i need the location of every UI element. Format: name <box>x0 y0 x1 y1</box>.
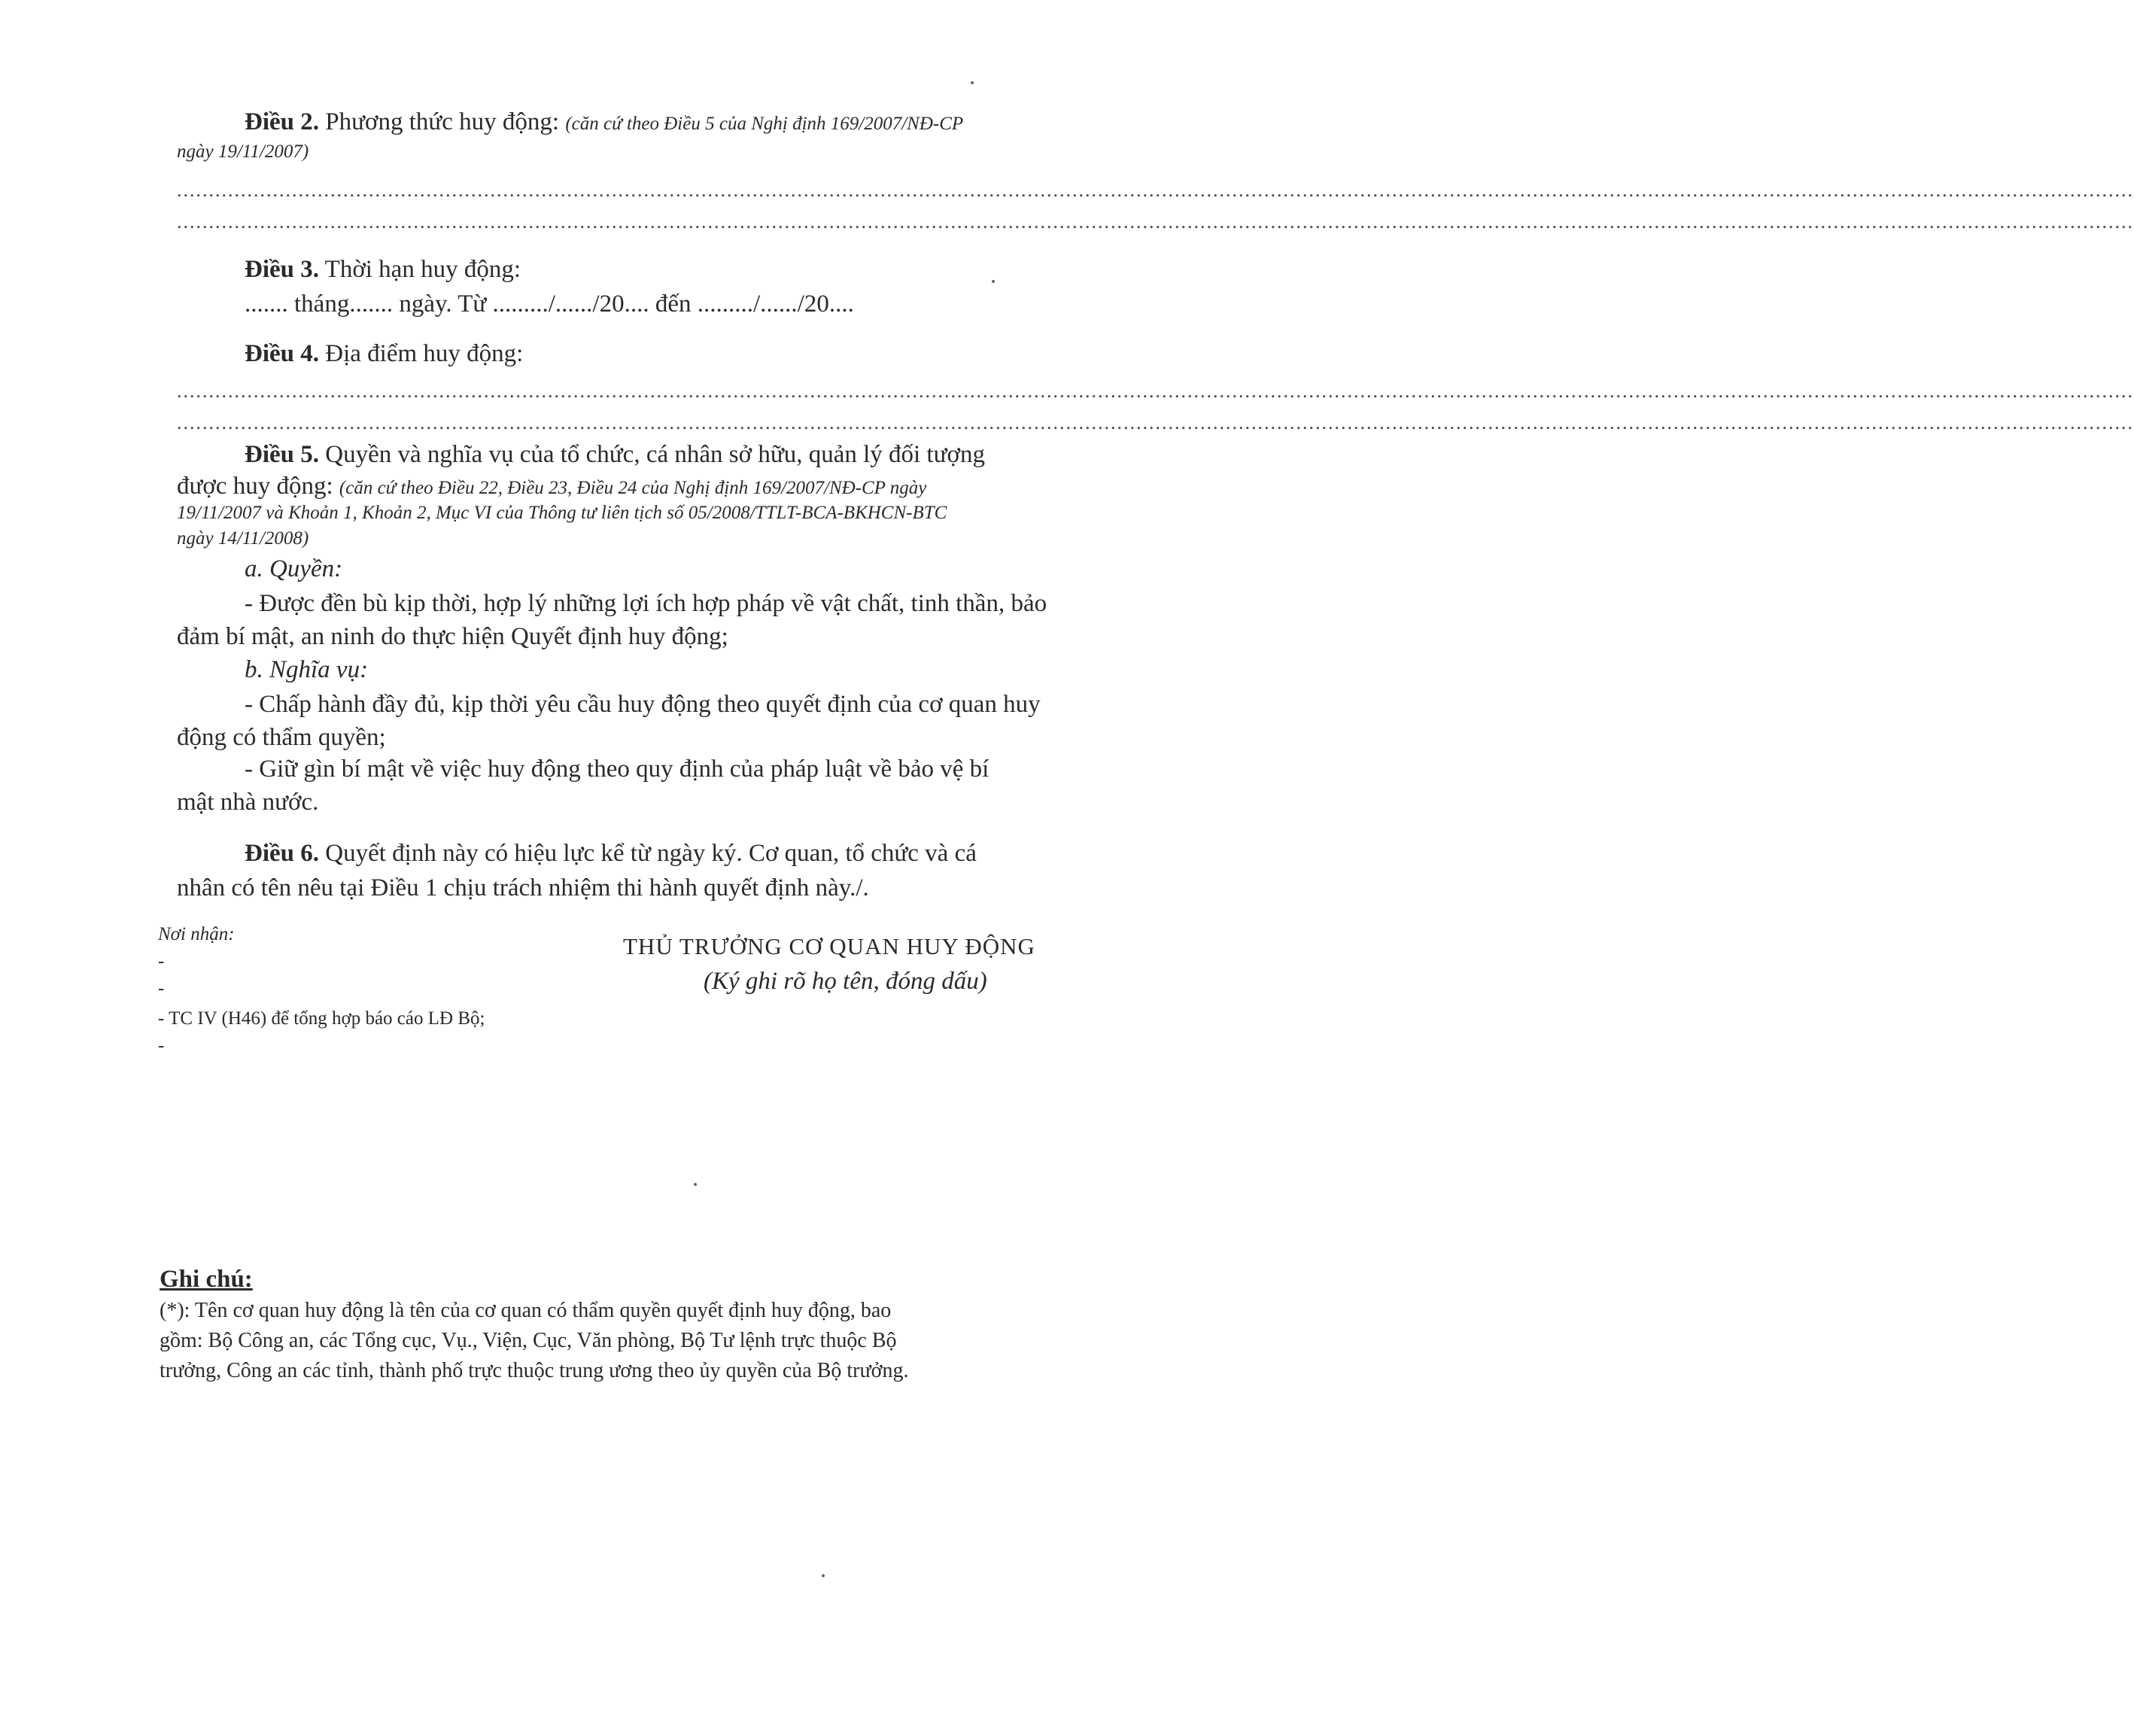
signature-title: THỦ TRƯỞNG CƠ QUAN HUY ĐỘNG <box>623 933 1035 959</box>
dieu2-heading <box>245 107 963 137</box>
dieu2-label: Điều 2. <box>245 108 319 135</box>
dieu5-ref-3: ngày 14/11/2008) <box>177 528 309 549</box>
dieu3-period-line: ....... tháng....... ngày. Từ ........./....../20.... đến ........./....../20.... <box>245 290 854 318</box>
notes-line-3: trưởng, Công an các tỉnh, thành phố trực thuộc trung ương theo ủy quyền của Bộ trưởng. <box>160 1359 909 1382</box>
dieu6-text-2: nhân có tên nêu tại Điều 1 chịu trách nhiệm thi hành quyết định này./. <box>177 874 869 901</box>
scan-speck <box>822 1574 825 1577</box>
dieu4-dotted-line-2: .................................................................................................................................................................................................................................................................................................................. <box>177 412 2134 433</box>
dieu5-rights-item-1b: đảm bí mật, an ninh do thực hiện Quyết định huy động; <box>177 623 728 650</box>
notes-line-1: (*): Tên cơ quan huy động là tên của cơ quan có thẩm quyền quyết định huy động, bao <box>160 1299 892 1322</box>
dieu5-rights-heading: a. Quyền: <box>245 555 343 582</box>
dieu6-label: Điều 6. <box>245 840 319 867</box>
notes-heading: Ghi chú: <box>160 1266 253 1293</box>
dieu4-heading <box>245 339 523 369</box>
recipient-item: - TC IV (H46) để tổng hợp báo cáo LĐ Bộ; <box>158 1008 485 1029</box>
notes-line-2: gồm: Bộ Công an, các Tổng cục, Vụ., Viện, Cục, Văn phòng, Bộ Tư lệnh trực thuộc Bộ <box>160 1329 897 1352</box>
scan-speck <box>694 1183 697 1186</box>
recipient-item: - <box>158 1035 165 1056</box>
dieu5-duties-item-2a: - Giữ gìn bí mật về việc huy động theo quy định của pháp luật về bảo vệ bí <box>245 756 989 783</box>
signature-note: (Ký ghi rõ họ tên, đóng dấu) <box>704 968 987 995</box>
dieu5-text-2: được huy động: <box>177 473 333 500</box>
dieu2-ref-1: (căn cứ theo Điều 5 của Nghị định 169/2007/NĐ-CP <box>565 114 964 134</box>
dieu5-duties-item-2b: mật nhà nước. <box>177 789 319 816</box>
recipients-heading: Nơi nhận: <box>158 924 235 944</box>
dieu2-dotted-line-1: .................................................................................................................................................................................................................................................................................................................. <box>177 179 2134 201</box>
dieu2-text: Phương thức huy động: <box>325 108 560 135</box>
dieu5-duties-item-1b: động có thẩm quyền; <box>177 724 386 751</box>
dieu3-heading <box>245 254 521 284</box>
dieu5-heading <box>245 439 985 470</box>
dieu4-label: Điều 4. <box>245 340 319 367</box>
dieu5-label: Điều 5. <box>245 441 319 468</box>
dieu4-text: Địa điểm huy động: <box>325 340 524 367</box>
dieu2-dotted-line-2: .................................................................................................................................................................................................................................................................................................................. <box>177 211 2134 233</box>
dieu5-duties-heading: b. Nghĩa vụ: <box>245 656 369 683</box>
dieu3-label: Điều 3. <box>245 256 319 283</box>
dieu5-ref-1: (căn cứ theo Điều 22, Điều 23, Điều 24 của Nghị định 169/2007/NĐ-CP ngày <box>339 478 927 498</box>
recipient-item: - <box>158 951 165 971</box>
dieu5-text-1: Quyền và nghĩa vụ của tổ chức, cá nhân sở hữu, quản lý đối tượng <box>325 441 985 468</box>
dieu5-duties-item-1a: - Chấp hành đầy đủ, kịp thời yêu cầu huy động theo quyết định của cơ quan huy <box>245 691 1041 718</box>
dieu4-dotted-line-1: .................................................................................................................................................................................................................................................................................................................. <box>177 380 2134 402</box>
dieu5-line-2 <box>177 471 926 501</box>
scan-speck <box>971 81 974 84</box>
dieu6-heading <box>245 838 977 868</box>
dieu2-ref-2: ngày 19/11/2007) <box>177 141 309 162</box>
dieu5-rights-item-1a: - Được đền bù kịp thời, hợp lý những lợi ích hợp pháp về vật chất, tinh thần, bảo <box>245 590 1047 617</box>
scan-speck <box>992 280 995 283</box>
dieu5-ref-2: 19/11/2007 và Khoản 1, Khoản 2, Mục VI của Thông tư liên tịch số 05/2008/TTLT-BCA-BKHCN-BTC <box>177 503 947 523</box>
recipient-item: - <box>158 978 165 999</box>
dieu3-text: Thời hạn huy động: <box>324 256 521 283</box>
dieu6-text-1: Quyết định này có hiệu lực kể từ ngày ký. Cơ quan, tổ chức và cá <box>325 840 977 867</box>
